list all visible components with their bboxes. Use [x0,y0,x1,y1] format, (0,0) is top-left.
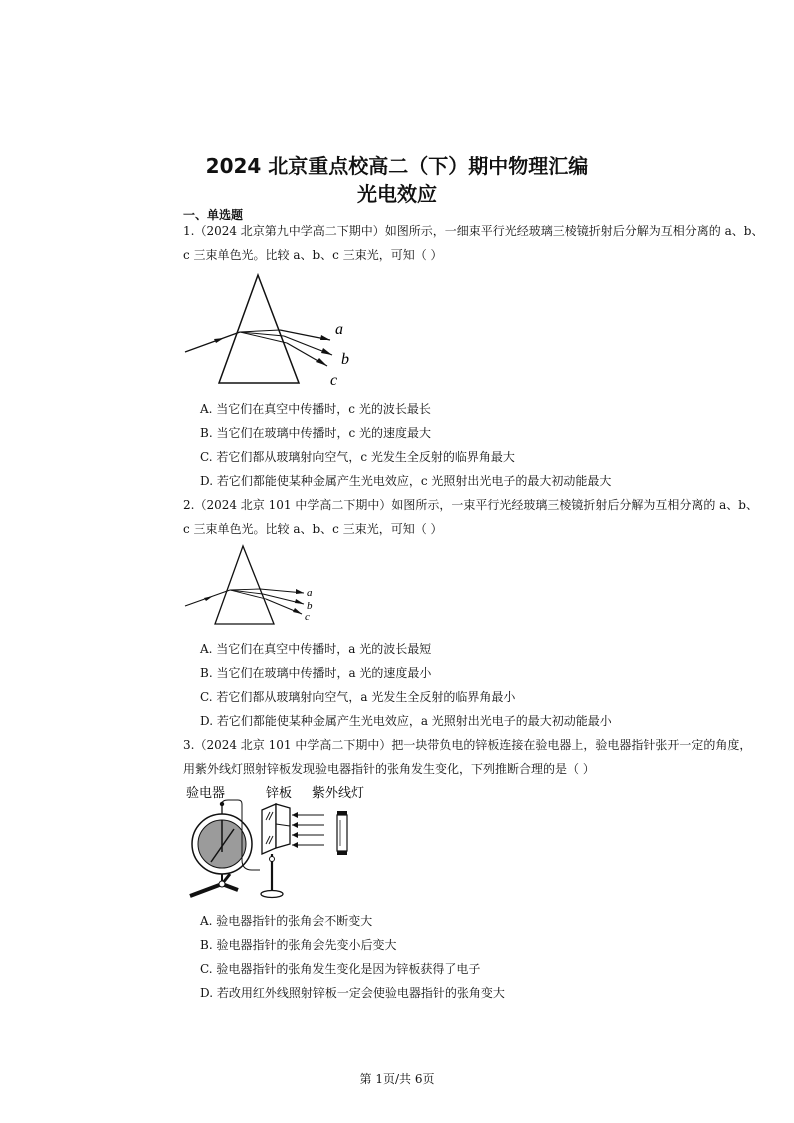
q2-prism-figure [180,542,340,628]
q3-label-electroscope: 验电器 [186,786,226,801]
q2-label-b: b [307,600,313,612]
q1-incident-arrow [214,338,224,343]
q3-stem-line1: 3.（2024 北京 101 中学高二下期中）把一块带负电的锌板连接在验电器上，验电器指针张开一定的角度， [183,738,752,752]
uv-rays [292,812,324,848]
q1-option-a: A. 当它们在真空中传播时，c 光的波长最长 [200,402,431,416]
q3-experiment-figure [180,782,380,904]
q3-option-b: B. 验电器指针的张角会先变小后变大 [200,938,397,952]
document-title: 2024 北京重点校高二（下）期中物理汇编 [205,154,589,178]
q2-option-d: D. 若它们都能使某种金属产生光电效应，a 光照射出光电子的最大初动能最小 [200,714,612,728]
q2-prism [215,546,274,624]
zinc-plate [261,804,290,898]
q3-option-d: D. 若改用红外线照射锌板一定会使验电器指针的张角变大 [200,986,505,1000]
q3-label-zinc-plate: 锌板 [266,786,293,801]
q1-stem-line2: c 三束单色光。比较 a、b、c 三束光，可知（ ） [183,248,443,262]
q3-label-uv-lamp: 紫外线灯 [312,786,365,801]
q2-option-c: C. 若它们都从玻璃射向空气，a 光发生全反射的临界角最小 [200,690,516,704]
q1-label-c: c [330,372,338,389]
q2-label-a: a [307,587,313,599]
q1-prism-figure [180,270,360,390]
q1-label-b: b [341,351,349,368]
q2-option-b: B. 当它们在玻璃中传播时，a 光的速度最小 [200,666,432,680]
q1-option-b: B. 当它们在玻璃中传播时，c 光的速度最大 [200,426,431,440]
electroscope [190,802,252,896]
q1-stem-line1: 1.（2024 北京第九中学高二下期中）如图所示，一细束平行光经玻璃三棱镜折射后分解为互相分离的 a、b、 [183,224,764,238]
section-heading: 一、单选题 [183,208,244,222]
q1-prism [219,275,299,383]
q2-stem-line2: c 三束单色光。比较 a、b、c 三束光，可知（ ） [183,522,443,536]
q3-option-c: C. 验电器指针的张角发生变化是因为锌板获得了电子 [200,962,481,976]
q2-label-c: c [305,611,310,623]
q1-option-d: D. 若它们都能使某种金属产生光电效应，c 光照射出光电子的最大初动能最大 [200,474,612,488]
q1-label-a: a [335,321,343,338]
page-footer: 第 1页/共 6页 [359,1072,435,1086]
q2-stem-line1: 2.（2024 北京 101 中学高二下期中）如图所示，一束平行光经玻璃三棱镜折射后分解为互相分离的 a、b、 [183,498,758,512]
uv-lamp [337,811,347,855]
q2-option-a: A. 当它们在真空中传播时，a 光的波长最短 [200,642,432,656]
q3-option-a: A. 验电器指针的张角会不断变大 [200,914,373,928]
q3-stem-line2: 用紫外线灯照射锌板发现验电器指针的张角发生变化，下列推断合理的是（ ） [183,762,595,776]
q1-option-c: C. 若它们都从玻璃射向空气，c 光发生全反射的临界角最大 [200,450,515,464]
document-subtitle: 光电效应 [357,182,437,206]
